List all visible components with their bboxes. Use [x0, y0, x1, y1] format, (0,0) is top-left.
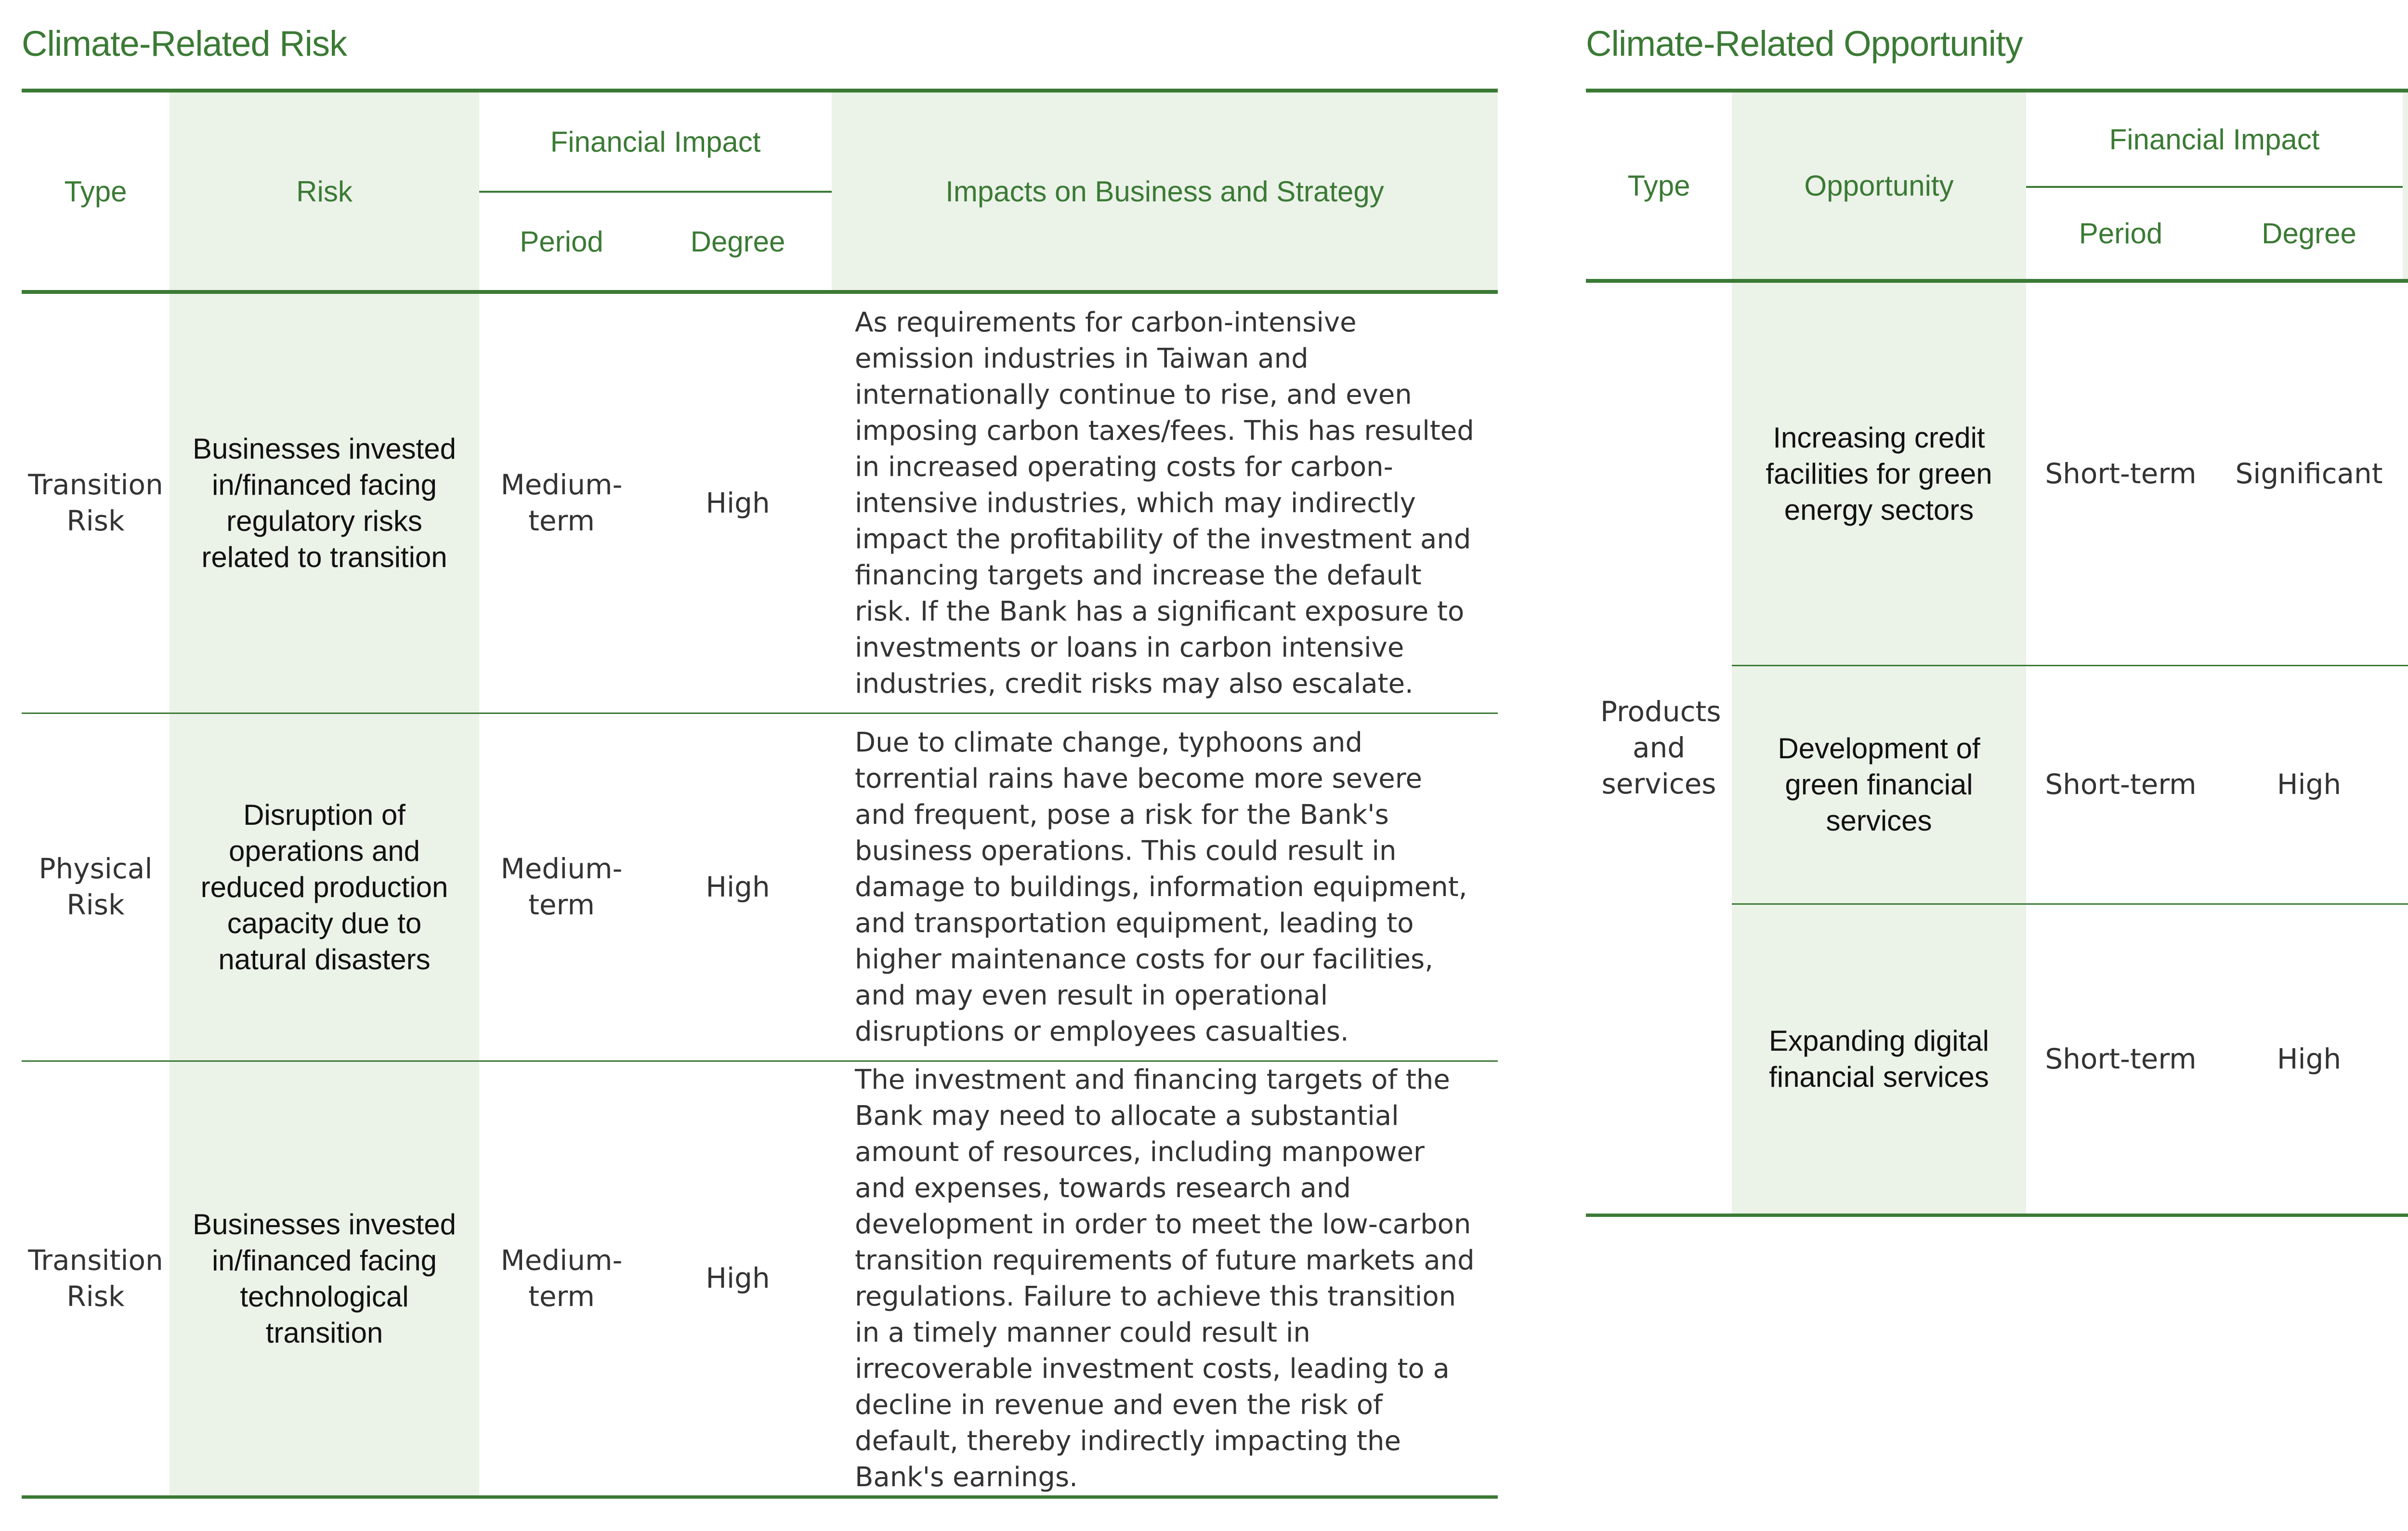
row-opportunity: Development of green financial services	[1732, 665, 2026, 904]
header-type: Type	[22, 91, 170, 292]
row-degree: High	[2215, 665, 2403, 904]
header-period: Period	[479, 192, 644, 292]
header-degree: Degree	[644, 192, 832, 292]
header-degree: Degree	[2215, 187, 2403, 281]
row-impacts	[2403, 665, 2408, 904]
row-type: Physical Risk	[22, 713, 170, 1061]
row-risk: Businesses invested in/financed facing regulatory risks related to transition	[170, 292, 479, 713]
row-impacts: The investment and financing targets of the Bank may need to allocate a substantial amount of resources, including manpower and expenses, towards research and development in order to meet the low-carbon transition requirements of future markets and regulations. Failure to achieve this transition in a timely manner could result in irrecoverable investment costs, leading to a decline in revenue and even the risk of default, thereby indirectly impacting the Bank's earnings.	[832, 1061, 1498, 1497]
row-risk: Businesses invested in/financed facing technological transition	[170, 1061, 479, 1497]
row-degree: High	[644, 292, 832, 713]
header-type: Type	[1586, 91, 1732, 281]
header-period: Period	[2026, 187, 2215, 281]
row-period: Medium-term	[479, 1061, 644, 1497]
row-type: Transition Risk	[22, 1061, 170, 1497]
header-risk: Risk	[170, 91, 479, 292]
table-row	[22, 292, 1498, 713]
row-period: Short-term	[2026, 281, 2215, 665]
row-period: Medium-term	[479, 292, 644, 713]
row-degree: High	[644, 713, 832, 1061]
table-row	[22, 713, 1498, 1061]
row-impacts	[2403, 904, 2408, 1215]
row-degree: Significant	[2215, 281, 2403, 665]
row-degree: High	[2215, 904, 2403, 1215]
row-impacts: Due to climate change, typhoons and torrential rains have become more severe and frequent, pose a risk for the Bank's business operations. This could result in damage to buildings, information equipment, and transportation equipment, leading to higher maintenance costs for our facilities, and may even result in operational disruptions or employees casualties.	[832, 713, 1498, 1061]
header-financial-impact: Financial Impact	[479, 91, 832, 192]
row-opportunity: Increasing credit facilities for green energy sectors	[1732, 281, 2026, 665]
opportunity-table	[1586, 89, 2408, 1217]
header-impacts: Impacts on Business and Strategy	[832, 91, 1498, 292]
row-impacts: As requirements for carbon-intensive emission industries in Taiwan and internationally continue to rise, and even imposing carbon taxes/fees. This has resulted in increased operating costs for carbon-intensive industries, which may indirectly impact the profitability of the investment and financing targets and increase the default risk. If the Bank has a significant exposure to investments or loans in carbon intensive industries, credit risks may also escalate.	[832, 292, 1498, 713]
row-type: Transition Risk	[22, 292, 170, 713]
risk-table	[22, 89, 1498, 1499]
row-period: Short-term	[2026, 904, 2215, 1215]
row-impacts	[2403, 281, 2408, 665]
opportunity-section-title: Climate-Related Opportunity	[1586, 24, 2023, 64]
row-risk: Disruption of operations and reduced production capacity due to natural disasters	[170, 713, 479, 1061]
opportunity-type: Products and services	[1586, 281, 1732, 1215]
header-impacts	[2403, 91, 2408, 281]
header-opportunity: Opportunity	[1732, 91, 2026, 281]
table-row	[22, 1061, 1498, 1497]
risk-section-title: Climate-Related Risk	[22, 24, 347, 64]
header-financial-impact: Financial Impact	[2026, 91, 2403, 187]
row-opportunity: Expanding digital financial services	[1732, 904, 2026, 1215]
row-degree: High	[644, 1061, 832, 1497]
table-row	[1586, 281, 2408, 665]
row-period: Short-term	[2026, 665, 2215, 904]
row-period: Medium-term	[479, 713, 644, 1061]
